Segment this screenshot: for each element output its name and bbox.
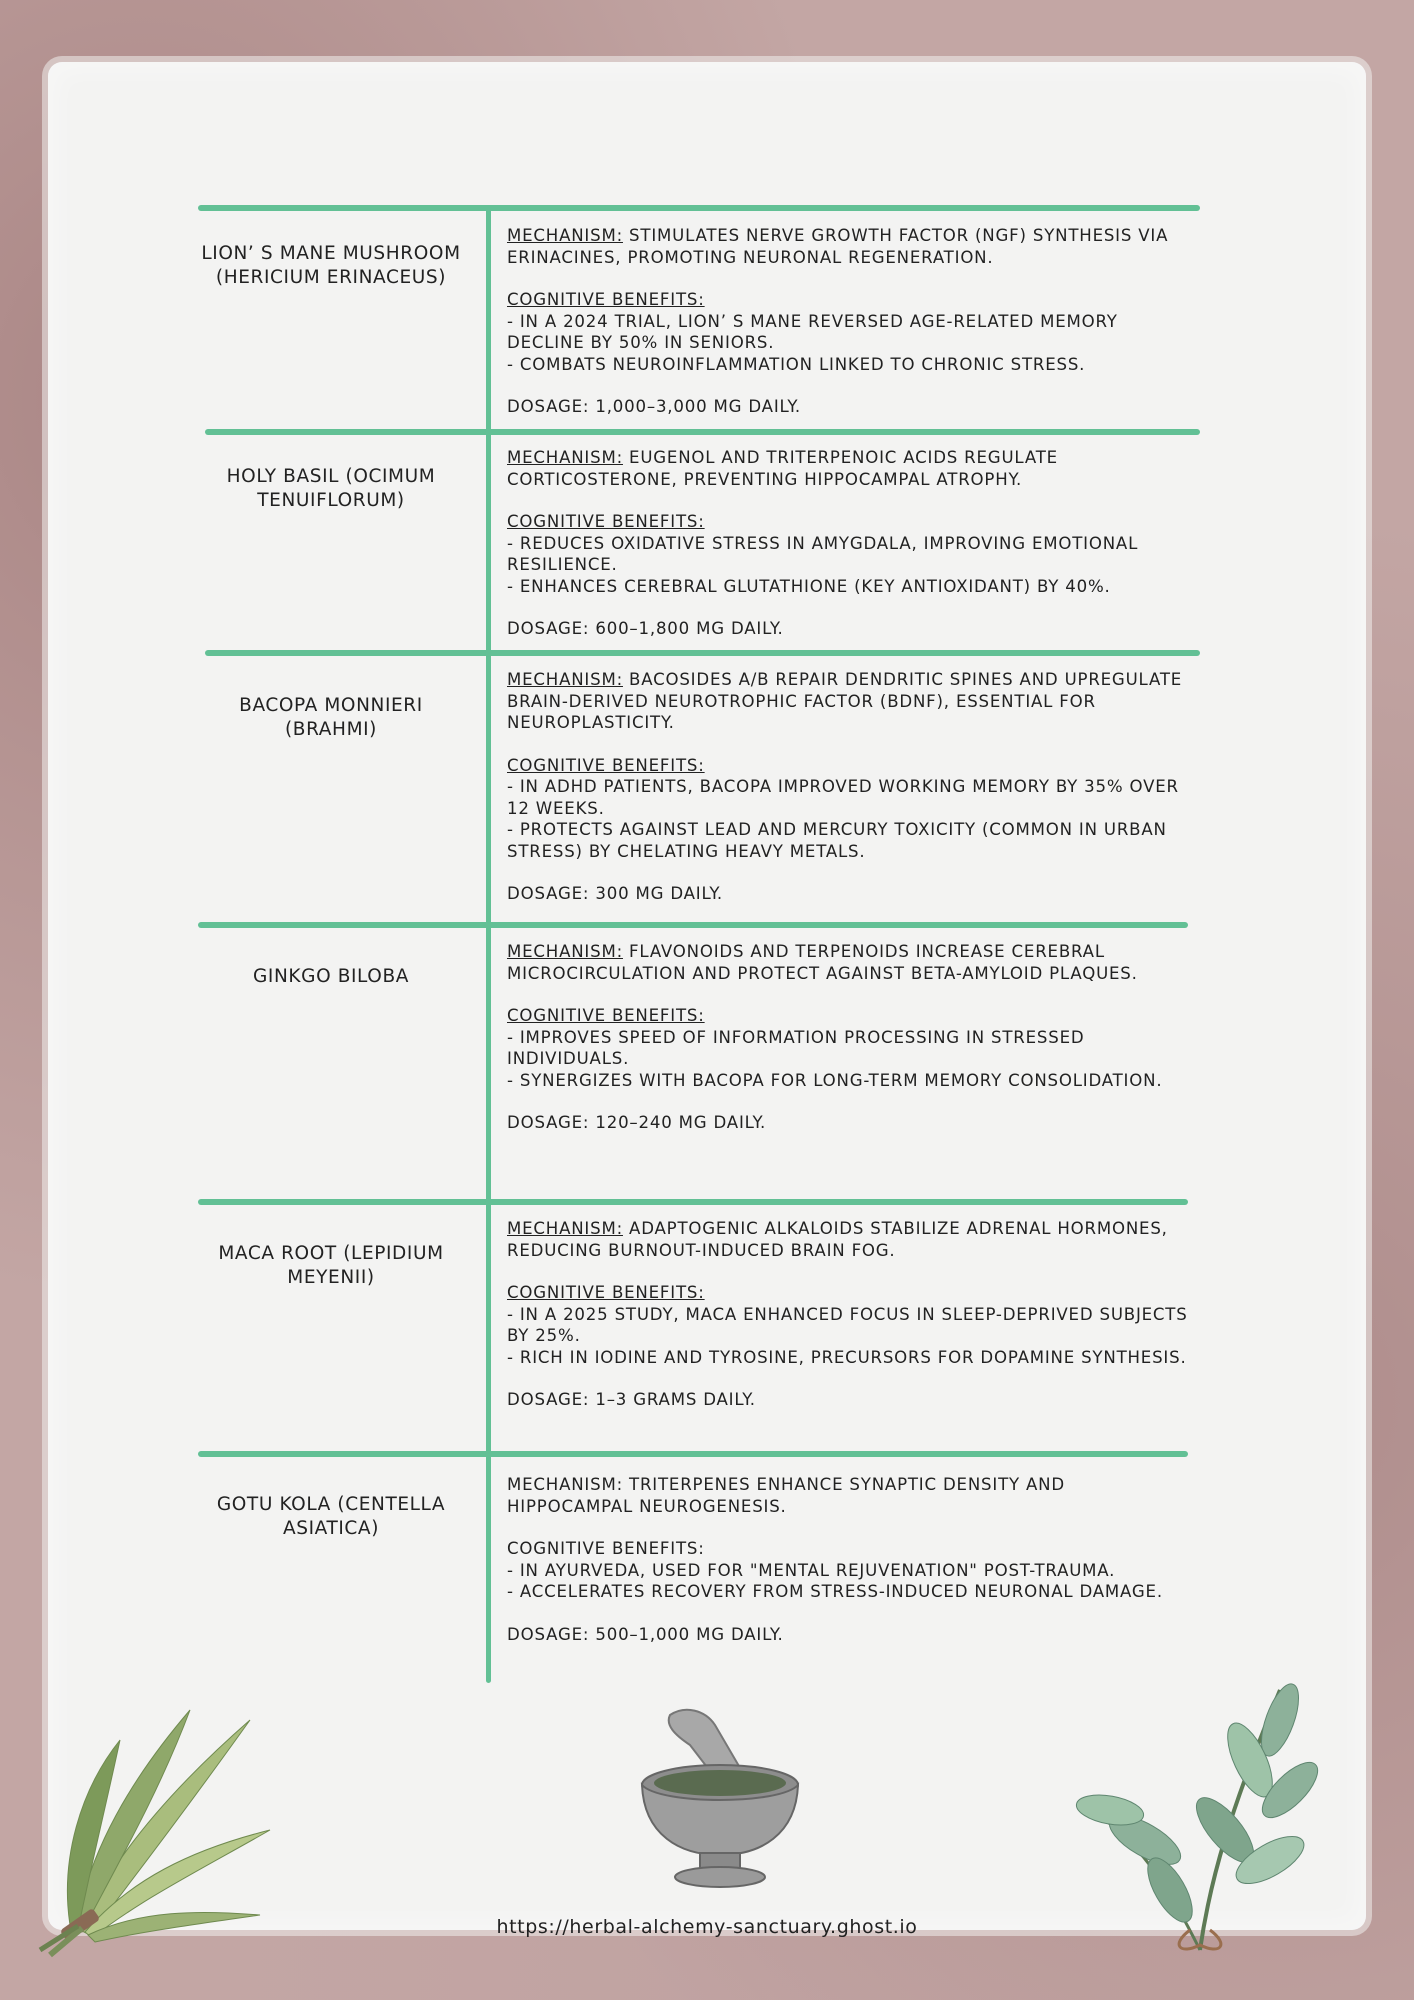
benefit-item: - IN A 2025 STUDY, MACA ENHANCED FOCUS IN SLEEP-DEPRIVED SUBJECTS BY 25%.	[507, 1304, 1188, 1345]
mechanism-text	[507, 225, 1197, 268]
mechanism-value: ADAPTOGENIC ALKALOIDS STABILIZE ADRENAL HORMONES, REDUCING BURNOUT-INDUCED BRAIN FOG.	[507, 1219, 1168, 1260]
mechanism-text: MECHANISM: TRITERPENES ENHANCE SYNAPTIC DENSITY AND HIPPOCAMPAL NEUROGENESIS.	[507, 1475, 1065, 1516]
mechanism-label: MECHANISM:	[507, 942, 623, 961]
mechanism-text	[507, 1218, 1197, 1261]
dosage-text: DOSAGE: 500–1,000 MG DAILY.	[507, 1624, 784, 1644]
herb-name: LION’ S MANE MUSHROOM (HERICIUM ERINACEUS)	[201, 243, 461, 288]
row-divider	[198, 1199, 1188, 1205]
mechanism-label: MECHANISM:	[507, 448, 623, 467]
benefit-item: - IN AYURVEDA, USED FOR "MENTAL REJUVENATION" POST-TRAUMA.	[507, 1560, 1116, 1580]
row-divider	[205, 650, 1200, 656]
mechanism-text	[507, 669, 1197, 734]
benefit-item: - IN A 2024 TRIAL, LION’ S MANE REVERSED AGE-RELATED MEMORY DECLINE BY 50% IN SENIORS.	[507, 311, 1118, 352]
benefit-item: - ACCELERATES RECOVERY FROM STRESS-INDUCED NEURONAL DAMAGE.	[507, 1582, 1163, 1601]
herb-info-block	[507, 225, 1197, 418]
dosage-text: DOSAGE: 1,000–3,000 MG DAILY.	[507, 397, 801, 416]
herb-name: BACOPA MONNIERI (BRAHMI)	[239, 695, 423, 740]
benefit-item: - REDUCES OXIDATIVE STRESS IN AMYGDALA, IMPROVING EMOTIONAL RESILIENCE.	[507, 533, 1139, 574]
benefit-item: - ENHANCES CEREBRAL GLUTATHIONE (KEY ANTIOXIDANT) BY 40%.	[507, 576, 1111, 596]
dosage-text: DOSAGE: 120–240 MG DAILY.	[507, 1113, 767, 1132]
mechanism-value: FLAVONOIDS AND TERPENOIDS INCREASE CEREBRAL MICROCIRCULATION AND PROTECT AGAINST BETA-AMYLOID PLAQUES.	[507, 942, 1138, 983]
benefits-label: COGNITIVE BENEFITS:	[507, 512, 705, 531]
dosage-text: DOSAGE: 1–3 GRAMS DAILY.	[507, 1390, 756, 1409]
row-divider	[198, 922, 1188, 928]
mechanism-label: MECHANISM:	[507, 670, 623, 689]
benefits-label: COGNITIVE BENEFITS:	[507, 755, 705, 775]
mechanism-text	[507, 447, 1197, 490]
benefits-label: COGNITIVE BENEFITS:	[507, 1006, 705, 1025]
footer-url[interactable]: https://herbal-alchemy-sanctuary.ghost.io	[496, 1916, 918, 1938]
herb-name: GOTU KOLA (CENTELLA ASIATICA)	[216, 1494, 446, 1539]
herb-info-block	[507, 1474, 1197, 1645]
benefits-label: COGNITIVE BENEFITS:	[507, 1283, 705, 1302]
benefit-item: - PROTECTS AGAINST LEAD AND MERCURY TOXICITY (COMMON IN URBAN STRESS) BY CHELATING HEAVY METALS.	[507, 820, 1167, 861]
row-divider	[198, 1451, 1188, 1457]
dosage-text: DOSAGE: 600–1,800 MG DAILY.	[507, 619, 784, 638]
dosage-text: DOSAGE: 300 MG DAILY.	[507, 884, 723, 903]
mechanism-label: MECHANISM:	[507, 1219, 623, 1238]
row-divider	[198, 205, 1200, 211]
mechanism-value: STIMULATES NERVE GROWTH FACTOR (NGF) SYNTHESIS VIA ERINACINES, PROMOTING NEURONAL REGENERATION.	[507, 226, 1169, 267]
herb-sprig-right-illustration	[1050, 1660, 1350, 1960]
herb-name: GINKGO BILOBA	[252, 966, 410, 987]
mortar-and-pestle-illustration	[630, 1705, 810, 1895]
row-divider	[205, 429, 1200, 435]
mechanism-text	[507, 941, 1197, 984]
benefits-label: COGNITIVE BENEFITS:	[507, 1539, 705, 1558]
herb-info-block	[507, 447, 1197, 640]
benefits-label: COGNITIVE BENEFITS:	[507, 290, 705, 309]
herb-name: MACA ROOT (LEPIDIUM MEYENII)	[218, 1243, 444, 1288]
benefit-item: - SYNERGIZES WITH BACOPA FOR LONG-TERM MEMORY CONSOLIDATION.	[507, 1070, 1163, 1090]
herb-info-block	[507, 669, 1197, 905]
herb-name: HOLY BASIL (OCIMUM TENUIFLORUM)	[226, 466, 436, 511]
mechanism-label: MECHANISM:	[507, 226, 623, 245]
benefit-item: - COMBATS NEUROINFLAMMATION LINKED TO CHRONIC STRESS.	[507, 354, 1086, 374]
column-divider	[486, 205, 491, 1683]
mechanism-value: EUGENOL AND TRITERPENOIC ACIDS REGULATE CORTICOSTERONE, PREVENTING HIPPOCAMPAL ATROPHY.	[507, 448, 1058, 489]
mechanism-value: BACOSIDES A/B REPAIR DENDRITIC SPINES AND UPREGULATE BRAIN-DERIVED NEUROTROPHIC FACTOR (BDNF), ESSENTIAL FOR NEUROPLASTICITY.	[507, 670, 1183, 732]
herb-info-block	[507, 941, 1197, 1134]
benefit-item: - IMPROVES SPEED OF INFORMATION PROCESSING IN STRESSED INDIVIDUALS.	[507, 1027, 1085, 1068]
herb-info-block	[507, 1218, 1197, 1411]
benefit-item: - IN ADHD PATIENTS, BACOPA IMPROVED WORKING MEMORY BY 35% OVER 12 WEEKS.	[507, 777, 1179, 818]
benefit-item: - RICH IN IODINE AND TYROSINE, PRECURSORS FOR DOPAMINE SYNTHESIS.	[507, 1347, 1187, 1367]
